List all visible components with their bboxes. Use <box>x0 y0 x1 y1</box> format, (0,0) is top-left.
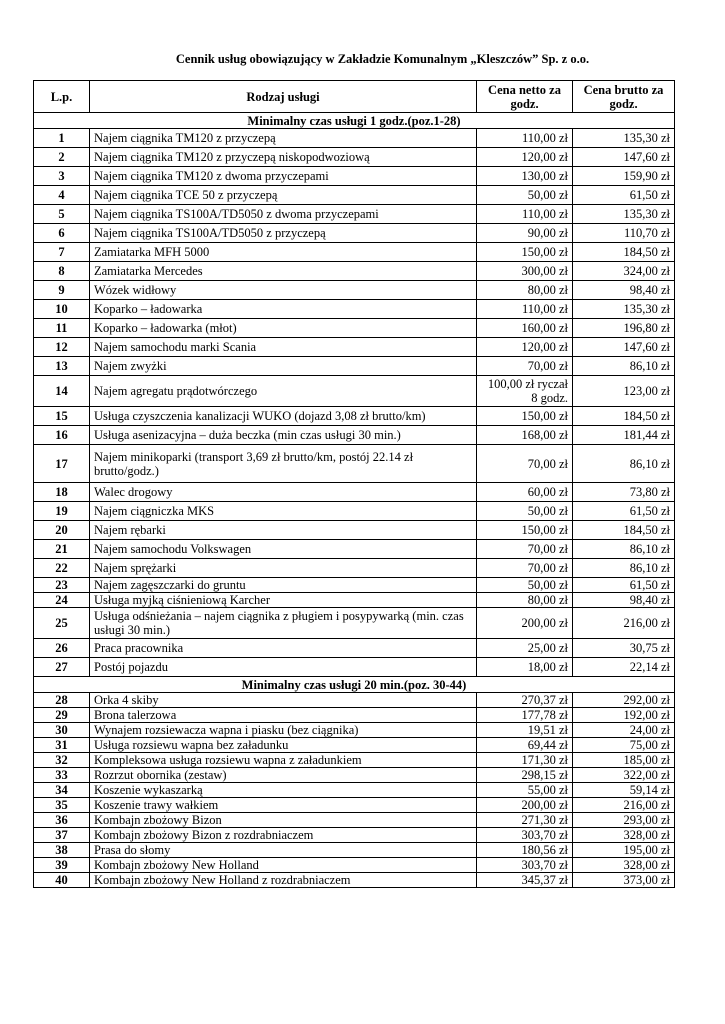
table-row <box>34 319 675 338</box>
section-heading: Minimalny czas usługi 20 min.(poz. 30-44) <box>34 677 675 693</box>
table-row <box>34 783 675 798</box>
row-number: 33 <box>34 768 90 783</box>
service-name: Najem rębarki <box>90 521 477 540</box>
net-price: 70,00 zł <box>477 559 573 578</box>
service-name: Najem zwyżki <box>90 357 477 376</box>
service-name: Koparko – ładowarka (młot) <box>90 319 477 338</box>
net-price: 150,00 zł <box>477 521 573 540</box>
table-row <box>34 658 675 677</box>
net-price: 300,00 zł <box>477 262 573 281</box>
row-number: 7 <box>34 243 90 262</box>
net-price: 80,00 zł <box>477 593 573 608</box>
gross-price: 216,00 zł <box>573 798 675 813</box>
gross-price: 181,44 zł <box>573 426 675 445</box>
service-name: Usługa myjką ciśnieniową Karcher <box>90 593 477 608</box>
table-row <box>34 608 675 639</box>
net-price: 303,70 zł <box>477 828 573 843</box>
row-number: 25 <box>34 608 90 639</box>
gross-price: 59,14 zł <box>573 783 675 798</box>
row-number: 32 <box>34 753 90 768</box>
header-lp: L.p. <box>34 81 90 113</box>
net-price: 150,00 zł <box>477 243 573 262</box>
row-number: 37 <box>34 828 90 843</box>
table-row <box>34 843 675 858</box>
service-name: Brona talerzowa <box>90 708 477 723</box>
net-price: 69,44 zł <box>477 738 573 753</box>
net-price: 298,15 zł <box>477 768 573 783</box>
row-number: 12 <box>34 338 90 357</box>
gross-price: 24,00 zł <box>573 723 675 738</box>
gross-price: 195,00 zł <box>573 843 675 858</box>
net-price: 100,00 zł ryczał 8 godz. <box>477 376 573 407</box>
service-name: Zamiatarka MFH 5000 <box>90 243 477 262</box>
row-number: 30 <box>34 723 90 738</box>
gross-price: 61,50 zł <box>573 578 675 593</box>
service-name: Kompleksowa usługa rozsiewu wapna z załadunkiem <box>90 753 477 768</box>
row-number: 26 <box>34 639 90 658</box>
gross-price: 196,80 zł <box>573 319 675 338</box>
service-name: Najem ciągnika TS100A/TD5050 z przyczepą <box>90 224 477 243</box>
table-body <box>34 113 675 888</box>
net-price: 50,00 zł <box>477 502 573 521</box>
row-number: 19 <box>34 502 90 521</box>
gross-price: 135,30 zł <box>573 300 675 319</box>
gross-price: 75,00 zł <box>573 738 675 753</box>
table-row <box>34 540 675 559</box>
table-row <box>34 768 675 783</box>
gross-price: 73,80 zł <box>573 483 675 502</box>
gross-price: 292,00 zł <box>573 693 675 708</box>
gross-price: 30,75 zł <box>573 639 675 658</box>
table-row <box>34 753 675 768</box>
service-name: Usługa asenizacyjna – duża beczka (min czas usługi 30 min.) <box>90 426 477 445</box>
net-price: 160,00 zł <box>477 319 573 338</box>
table-row <box>34 723 675 738</box>
service-name: Najem ciągnika TM120 z przyczepą niskopodwoziową <box>90 148 477 167</box>
service-name: Usługa odśnieżania – najem ciągnika z pługiem i posypywarką (min. czas usługi 30 min.) <box>90 608 477 639</box>
row-number: 35 <box>34 798 90 813</box>
table-row <box>34 693 675 708</box>
table-row <box>34 205 675 224</box>
service-name: Najem ciągnika TS100A/TD5050 z dwoma przyczepami <box>90 205 477 224</box>
gross-price: 22,14 zł <box>573 658 675 677</box>
net-price: 270,37 zł <box>477 693 573 708</box>
gross-price: 86,10 zł <box>573 357 675 376</box>
table-row <box>34 338 675 357</box>
gross-price: 192,00 zł <box>573 708 675 723</box>
row-number: 11 <box>34 319 90 338</box>
table-row <box>34 708 675 723</box>
service-name: Najem zagęszczarki do gruntu <box>90 578 477 593</box>
gross-price: 98,40 zł <box>573 593 675 608</box>
net-price: 70,00 zł <box>477 445 573 483</box>
table-row <box>34 813 675 828</box>
net-price: 177,78 zł <box>477 708 573 723</box>
row-number: 2 <box>34 148 90 167</box>
net-price: 150,00 zł <box>477 407 573 426</box>
net-price: 171,30 zł <box>477 753 573 768</box>
service-name: Wynajem rozsiewacza wapna i piasku (bez ciągnika) <box>90 723 477 738</box>
row-number: 21 <box>34 540 90 559</box>
service-name: Najem ciągnika TM120 z przyczepą <box>90 129 477 148</box>
row-number: 9 <box>34 281 90 300</box>
gross-price: 61,50 zł <box>573 186 675 205</box>
table-row <box>34 281 675 300</box>
table-row <box>34 483 675 502</box>
row-number: 20 <box>34 521 90 540</box>
row-number: 28 <box>34 693 90 708</box>
net-price: 110,00 zł <box>477 129 573 148</box>
gross-price: 135,30 zł <box>573 129 675 148</box>
row-number: 34 <box>34 783 90 798</box>
table-header-row <box>34 81 675 113</box>
table-row <box>34 167 675 186</box>
gross-price: 293,00 zł <box>573 813 675 828</box>
table-row <box>34 798 675 813</box>
row-number: 16 <box>34 426 90 445</box>
net-price: 110,00 zł <box>477 205 573 224</box>
gross-price: 185,00 zł <box>573 753 675 768</box>
section-heading-row <box>34 113 675 129</box>
service-name: Koparko – ładowarka <box>90 300 477 319</box>
net-price: 55,00 zł <box>477 783 573 798</box>
gross-price: 322,00 zł <box>573 768 675 783</box>
row-number: 23 <box>34 578 90 593</box>
net-price: 80,00 zł <box>477 281 573 300</box>
row-number: 40 <box>34 873 90 888</box>
net-price: 130,00 zł <box>477 167 573 186</box>
net-price: 200,00 zł <box>477 608 573 639</box>
table-row <box>34 445 675 483</box>
service-name: Orka 4 skiby <box>90 693 477 708</box>
net-price: 345,37 zł <box>477 873 573 888</box>
service-name: Kombajn zbożowy New Holland <box>90 858 477 873</box>
table-row <box>34 639 675 658</box>
net-price: 90,00 zł <box>477 224 573 243</box>
gross-price: 328,00 zł <box>573 828 675 843</box>
row-number: 4 <box>34 186 90 205</box>
header-gross-price: Cena brutto za godz. <box>573 81 675 113</box>
row-number: 38 <box>34 843 90 858</box>
service-name: Koszenie trawy wałkiem <box>90 798 477 813</box>
net-price: 200,00 zł <box>477 798 573 813</box>
header-service: Rodzaj usługi <box>90 81 477 113</box>
service-name: Usługa rozsiewu wapna bez załadunku <box>90 738 477 753</box>
gross-price: 147,60 zł <box>573 338 675 357</box>
net-price: 19,51 zł <box>477 723 573 738</box>
section-heading-row <box>34 677 675 693</box>
net-price: 50,00 zł <box>477 186 573 205</box>
row-number: 29 <box>34 708 90 723</box>
table-row <box>34 502 675 521</box>
table-row <box>34 262 675 281</box>
net-price: 120,00 zł <box>477 148 573 167</box>
table-row <box>34 858 675 873</box>
table-row <box>34 300 675 319</box>
row-number: 27 <box>34 658 90 677</box>
row-number: 24 <box>34 593 90 608</box>
row-number: 14 <box>34 376 90 407</box>
price-table <box>33 80 675 888</box>
table-row <box>34 186 675 205</box>
gross-price: 184,50 zł <box>573 521 675 540</box>
table-row <box>34 593 675 608</box>
section-heading: Minimalny czas usługi 1 godz.(poz.1-28) <box>34 113 675 129</box>
table-row <box>34 357 675 376</box>
table-row <box>34 521 675 540</box>
net-price: 50,00 zł <box>477 578 573 593</box>
service-name: Praca pracownika <box>90 639 477 658</box>
net-price: 60,00 zł <box>477 483 573 502</box>
row-number: 39 <box>34 858 90 873</box>
table-row <box>34 129 675 148</box>
gross-price: 328,00 zł <box>573 858 675 873</box>
table-row <box>34 873 675 888</box>
gross-price: 184,50 zł <box>573 407 675 426</box>
gross-price: 324,00 zł <box>573 262 675 281</box>
row-number: 18 <box>34 483 90 502</box>
service-name: Postój pojazdu <box>90 658 477 677</box>
net-price: 303,70 zł <box>477 858 573 873</box>
service-name: Najem samochodu Volkswagen <box>90 540 477 559</box>
row-number: 10 <box>34 300 90 319</box>
table-row <box>34 559 675 578</box>
table-row <box>34 376 675 407</box>
row-number: 8 <box>34 262 90 281</box>
gross-price: 86,10 zł <box>573 445 675 483</box>
service-name: Najem minikoparki (transport 3,69 zł brutto/km, postój 22.14 zł brutto/godz.) <box>90 445 477 483</box>
service-name: Najem samochodu marki Scania <box>90 338 477 357</box>
gross-price: 135,30 zł <box>573 205 675 224</box>
service-name: Zamiatarka Mercedes <box>90 262 477 281</box>
service-name: Najem agregatu prądotwórczego <box>90 376 477 407</box>
row-number: 6 <box>34 224 90 243</box>
gross-price: 61,50 zł <box>573 502 675 521</box>
net-price: 70,00 zł <box>477 540 573 559</box>
header-net-price: Cena netto za godz. <box>477 81 573 113</box>
row-number: 5 <box>34 205 90 224</box>
service-name: Koszenie wykaszarką <box>90 783 477 798</box>
service-name: Kombajn zbożowy Bizon <box>90 813 477 828</box>
table-row <box>34 224 675 243</box>
table-row <box>34 148 675 167</box>
gross-price: 123,00 zł <box>573 376 675 407</box>
service-name: Najem sprężarki <box>90 559 477 578</box>
service-name: Walec drogowy <box>90 483 477 502</box>
service-name: Najem ciągnika TM120 z dwoma przyczepami <box>90 167 477 186</box>
net-price: 271,30 zł <box>477 813 573 828</box>
net-price: 110,00 zł <box>477 300 573 319</box>
row-number: 17 <box>34 445 90 483</box>
net-price: 18,00 zł <box>477 658 573 677</box>
net-price: 70,00 zł <box>477 357 573 376</box>
service-name: Wózek widłowy <box>90 281 477 300</box>
table-row <box>34 243 675 262</box>
table-row <box>34 407 675 426</box>
table-row <box>34 578 675 593</box>
row-number: 15 <box>34 407 90 426</box>
service-name: Prasa do słomy <box>90 843 477 858</box>
net-price: 168,00 zł <box>477 426 573 445</box>
table-row <box>34 426 675 445</box>
gross-price: 110,70 zł <box>573 224 675 243</box>
net-price: 25,00 zł <box>477 639 573 658</box>
table-row <box>34 738 675 753</box>
service-name: Rozrzut obornika (zestaw) <box>90 768 477 783</box>
gross-price: 86,10 zł <box>573 559 675 578</box>
row-number: 22 <box>34 559 90 578</box>
service-name: Usługa czyszczenia kanalizacji WUKO (dojazd 3,08 zł brutto/km) <box>90 407 477 426</box>
gross-price: 216,00 zł <box>573 608 675 639</box>
service-name: Najem ciągnika TCE 50 z przyczepą <box>90 186 477 205</box>
document-title: Cennik usług obowiązujący w Zakładzie Komunalnym „Kleszczów” Sp. z o.o. <box>175 52 590 66</box>
table-row <box>34 828 675 843</box>
gross-price: 184,50 zł <box>573 243 675 262</box>
gross-price: 86,10 zł <box>573 540 675 559</box>
service-name: Najem ciągniczka MKS <box>90 502 477 521</box>
service-name: Kombajn zbożowy Bizon z rozdrabniaczem <box>90 828 477 843</box>
row-number: 3 <box>34 167 90 186</box>
row-number: 36 <box>34 813 90 828</box>
net-price: 120,00 zł <box>477 338 573 357</box>
row-number: 13 <box>34 357 90 376</box>
service-name: Kombajn zbożowy New Holland z rozdrabniaczem <box>90 873 477 888</box>
row-number: 1 <box>34 129 90 148</box>
gross-price: 98,40 zł <box>573 281 675 300</box>
gross-price: 147,60 zł <box>573 148 675 167</box>
gross-price: 159,90 zł <box>573 167 675 186</box>
gross-price: 373,00 zł <box>573 873 675 888</box>
net-price: 180,56 zł <box>477 843 573 858</box>
row-number: 31 <box>34 738 90 753</box>
